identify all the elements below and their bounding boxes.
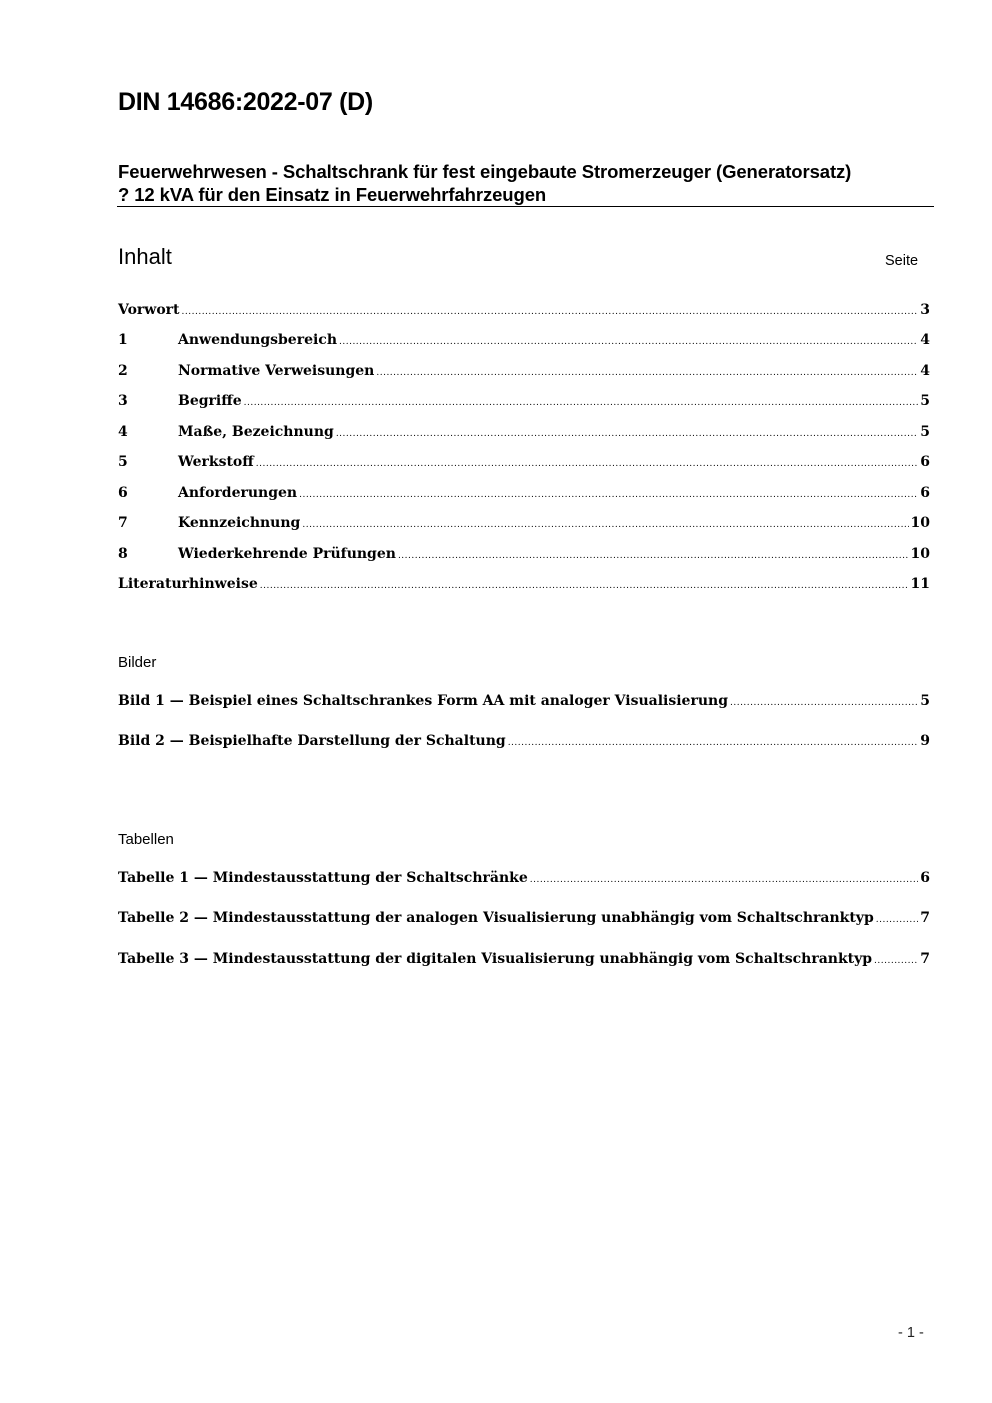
document-id: DIN 14686:2022-07 (D) xyxy=(118,88,373,116)
dot-leader xyxy=(244,398,919,408)
dot-leader xyxy=(260,581,909,591)
dot-leader xyxy=(336,429,918,439)
figure-entry-page: 5 xyxy=(920,693,930,709)
title-divider xyxy=(117,206,934,207)
dot-leader xyxy=(530,875,919,885)
toc-entry-foreword[interactable] xyxy=(118,302,930,322)
figures-heading: Bilder xyxy=(118,654,157,671)
toc-entry-number: 5 xyxy=(118,454,128,470)
dot-leader xyxy=(182,307,919,317)
toc-entry-number: 7 xyxy=(118,515,128,531)
toc-entry-7[interactable] xyxy=(118,515,930,535)
toc-entry-page: 5 xyxy=(920,424,930,440)
toc-entry-page: 6 xyxy=(920,485,930,501)
table-entry-3[interactable] xyxy=(118,951,930,971)
toc-entry-number: 2 xyxy=(118,363,128,379)
dot-leader xyxy=(376,368,918,378)
toc-entry-1[interactable] xyxy=(118,332,930,352)
toc-entry-bibliography[interactable] xyxy=(118,576,930,596)
toc-entry-number: 3 xyxy=(118,393,128,409)
toc-entry-title: Anforderungen xyxy=(178,485,298,501)
toc-entry-title: Literaturhinweise xyxy=(118,576,258,592)
figure-entry-title: Bild 1 — Beispiel eines Schaltschrankes Form AA mit analoger Visualisierung xyxy=(118,693,728,709)
toc-entry-8[interactable] xyxy=(118,546,930,566)
toc-entry-number: 6 xyxy=(118,485,128,501)
document-title-line-2: ? 12 kVA für den Einsatz in Feuerwehrfahrzeugen xyxy=(118,184,547,205)
dot-leader xyxy=(256,459,919,469)
dot-leader xyxy=(299,490,918,500)
toc-entry-number: 4 xyxy=(118,424,128,440)
dot-leader xyxy=(508,738,919,748)
toc-entry-page: 4 xyxy=(920,332,930,348)
toc-entry-title: Anwendungsbereich xyxy=(178,332,337,348)
toc-entry-page: 3 xyxy=(920,302,930,318)
table-entry-page: 7 xyxy=(920,910,930,926)
toc-entry-title: Werkstoff xyxy=(178,454,254,470)
figure-entry-page: 9 xyxy=(920,733,930,749)
figure-entry-2[interactable] xyxy=(118,733,930,753)
toc-entry-page: 10 xyxy=(910,546,930,562)
page-column-label: Seite xyxy=(885,253,919,269)
toc-entry-page: 5 xyxy=(920,393,930,409)
dot-leader xyxy=(874,956,918,966)
toc-entry-3[interactable] xyxy=(118,393,930,413)
toc-entry-page: 6 xyxy=(920,454,930,470)
table-entry-1[interactable] xyxy=(118,870,930,890)
document-title-line-1: Feuerwehrwesen - Schaltschrank für fest eingebaute Stromerzeuger (Generatorsatz) xyxy=(118,161,852,182)
toc-entry-5[interactable] xyxy=(118,454,930,474)
toc-entry-title: Normative Verweisungen xyxy=(178,363,375,379)
toc-entry-title: Wiederkehrende Prüfungen xyxy=(178,546,396,562)
toc-entry-number: 8 xyxy=(118,546,128,562)
dot-leader xyxy=(876,915,919,925)
toc-entry-title: Kennzeichnung xyxy=(178,515,301,531)
toc-entry-6[interactable] xyxy=(118,485,930,505)
toc-entry-page: 4 xyxy=(920,363,930,379)
dot-leader xyxy=(339,337,918,347)
table-entry-title: Tabelle 1 — Mindestausstattung der Schaltschränke xyxy=(118,870,528,886)
dot-leader xyxy=(398,551,909,561)
toc-entry-title: Vorwort xyxy=(118,302,180,318)
figure-entry-title: Bild 2 — Beispielhafte Darstellung der Schaltung xyxy=(118,733,506,749)
toc-entry-2[interactable] xyxy=(118,363,930,383)
toc-entry-page: 10 xyxy=(910,515,930,531)
document-title xyxy=(118,160,930,206)
table-entry-page: 6 xyxy=(920,870,930,886)
dot-leader xyxy=(302,520,908,530)
page-number: - 1 - xyxy=(898,1325,924,1341)
figure-entry-1[interactable] xyxy=(118,693,930,713)
toc-entry-4[interactable] xyxy=(118,424,930,444)
toc-entry-title: Begriffe xyxy=(178,393,242,409)
table-entry-2[interactable] xyxy=(118,910,930,930)
dot-leader xyxy=(730,698,918,708)
toc-heading: Inhalt xyxy=(118,244,172,269)
tables-heading: Tabellen xyxy=(118,831,174,848)
table-entry-title: Tabelle 2 — Mindestausstattung der analogen Visualisierung unabhängig vom Schaltschranktyp xyxy=(118,910,874,926)
toc-entry-number: 1 xyxy=(118,332,128,348)
toc-entry-page: 11 xyxy=(910,576,930,592)
table-entry-title: Tabelle 3 — Mindestausstattung der digitalen Visualisierung unabhängig vom Schaltschranktyp xyxy=(118,951,873,967)
table-entry-page: 7 xyxy=(920,951,930,967)
toc-entry-title: Maße, Bezeichnung xyxy=(178,424,334,440)
